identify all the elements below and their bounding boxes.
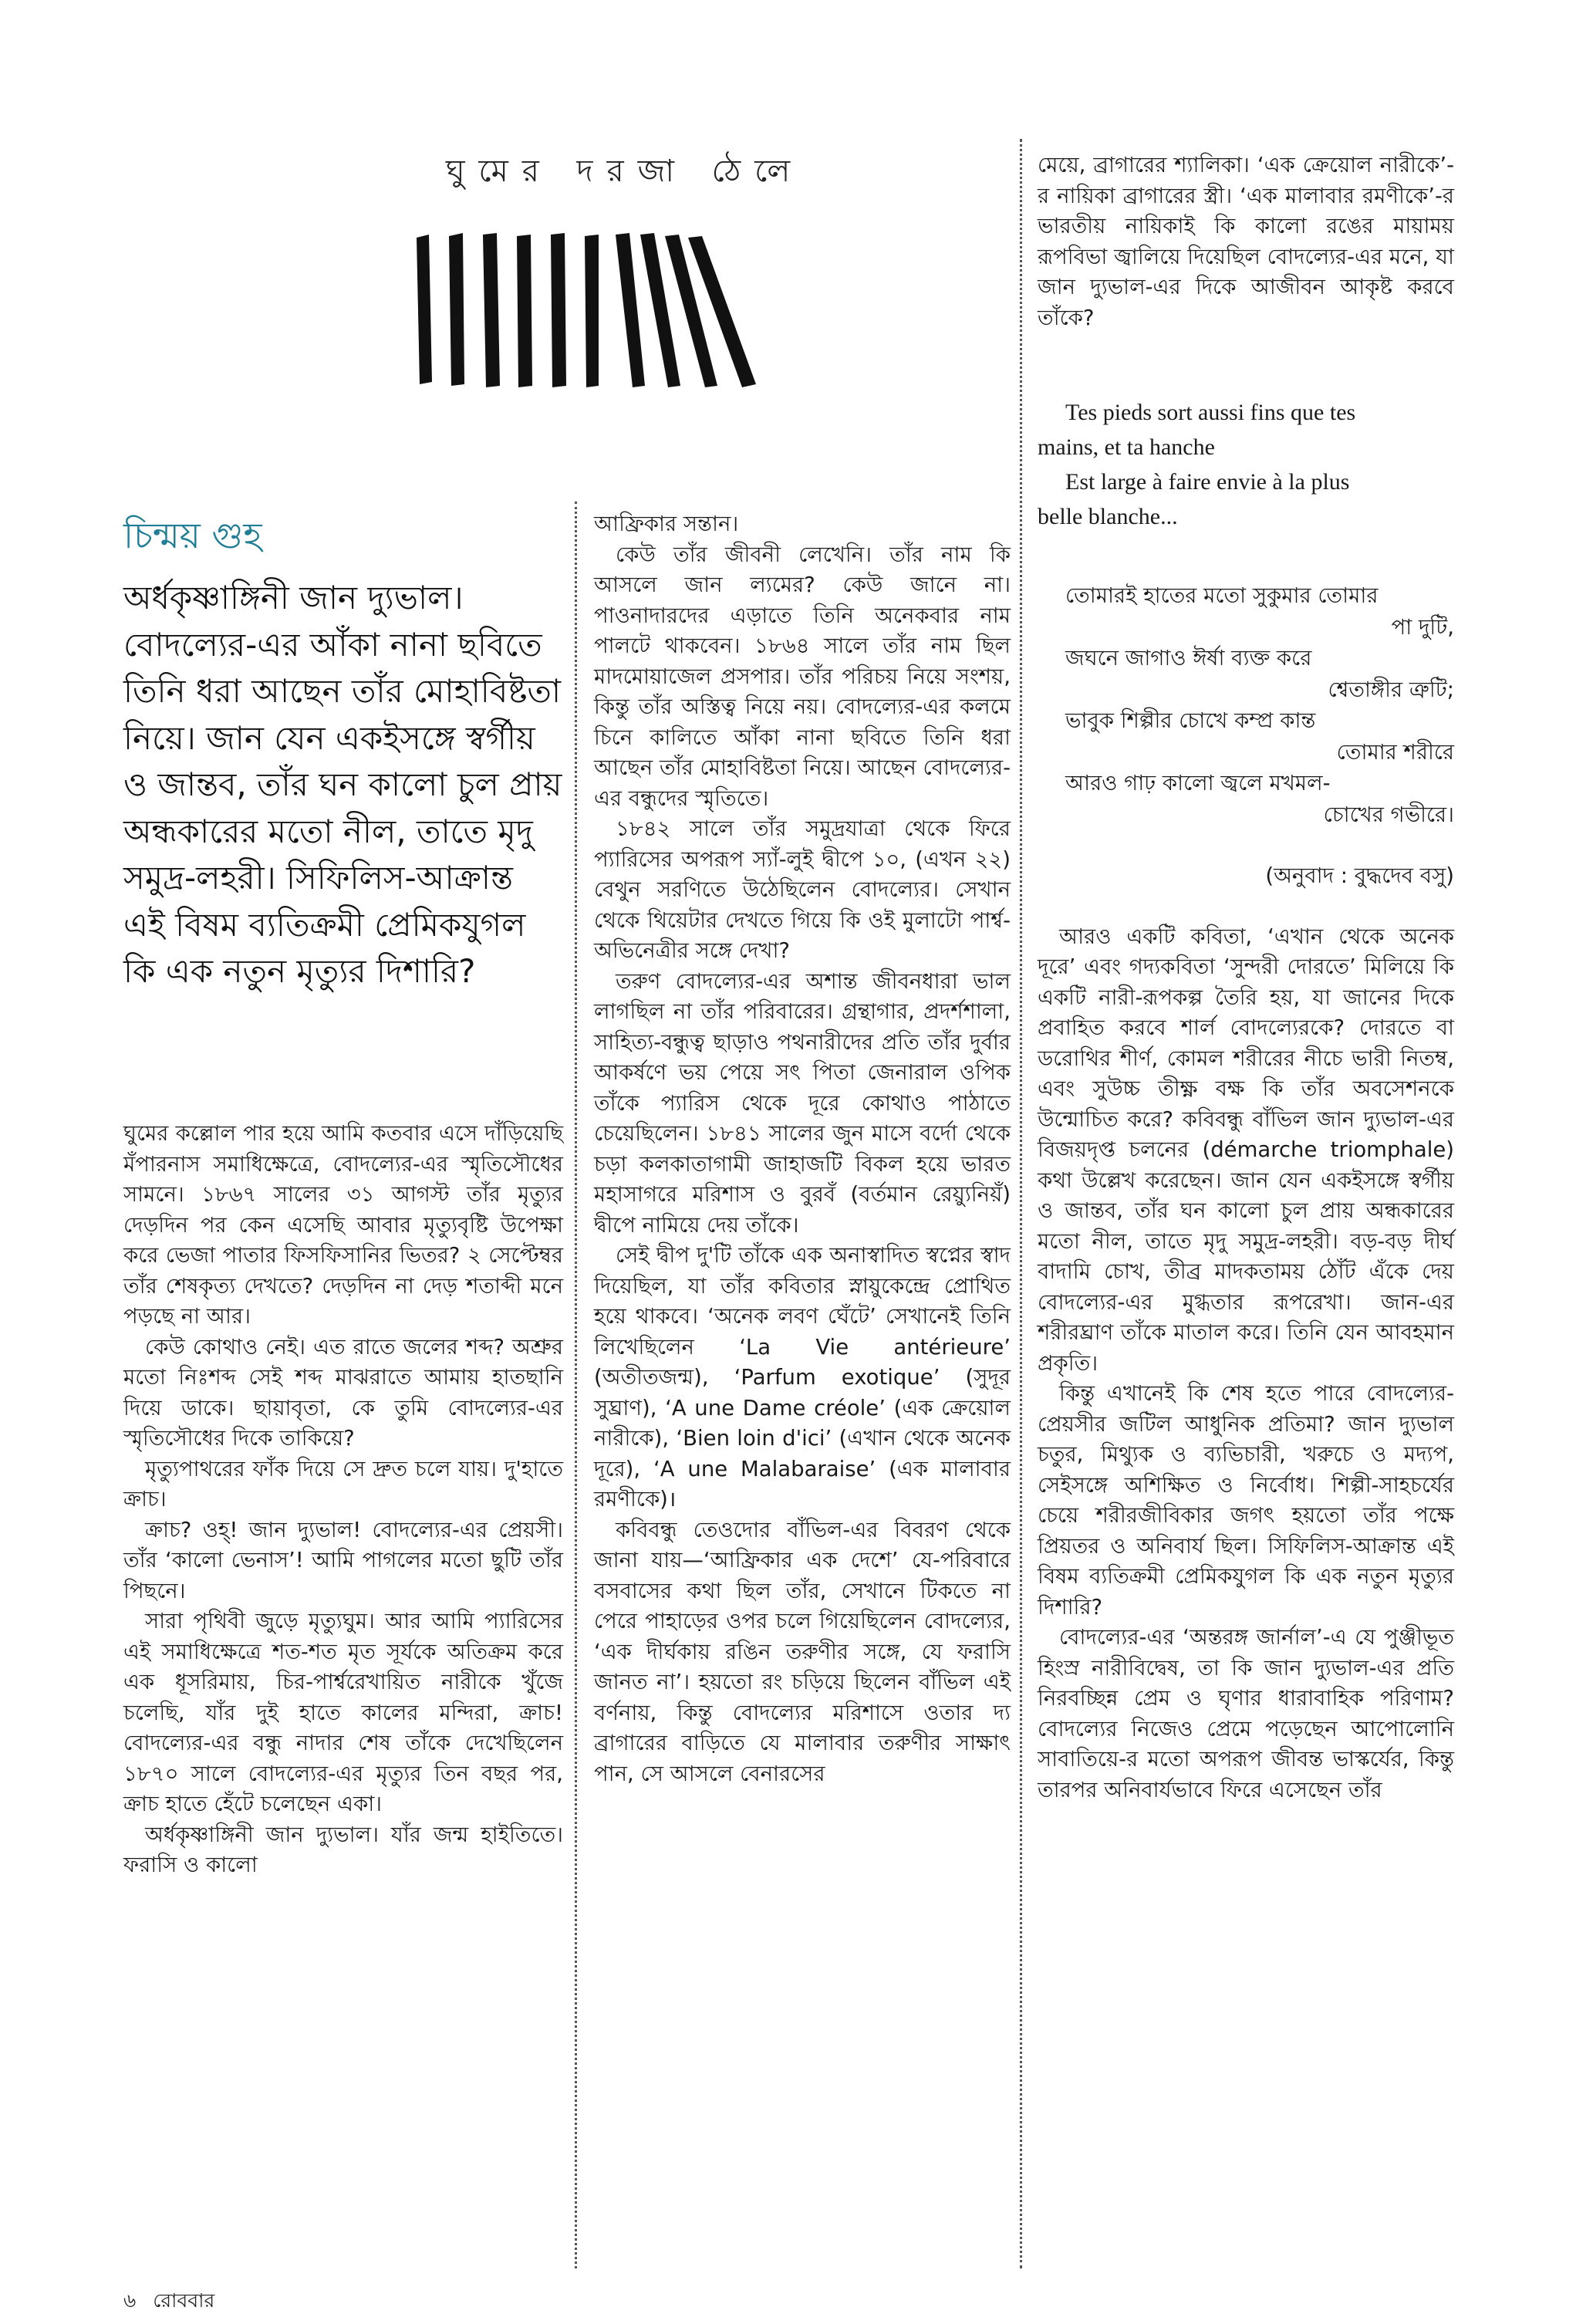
paragraph: মৃত্যুপাথরের ফাঁক দিয়ে সে দ্রুত চলে যায়। দু'হাতে ক্রাচ। — [123, 1456, 563, 1512]
paragraph: কিন্তু এখানেই কি শেষ হতে পারে বোদল্যের-প্রেয়সীর জটিল আধুনিক প্রতিমা? জান দ্যুভাল চতুর, মিথ্যুক ও ব্যভিচারী, খরুচে ও মদ্যপ, সেইসঙ্গে অশিক্ষিত ও নির্বোধ। শিল্পী-সাহচর্যের চেয়ে শরীরজীবিকার জগৎ হয়তো তাঁর পক্ষে প্রিয়তর ও অনিবার্য ছিল। সিফিলিস-আক্রান্ত এই বিষম ব্যতিক্রমী প্রেমিকযুগল কি এক নতুন মৃত্যুর দিশারি? — [1038, 1381, 1454, 1620]
paragraph: অর্ধকৃষ্ণাঙ্গিনী জান দ্যুভাল। যাঁর জন্ম হাইতিতে। ফরাসি ও কালো — [123, 1822, 563, 1877]
paragraph: কবিবন্ধু তেওদোর বাঁভিল-এর বিবরণ থেকে জানা যায়—‘আফ্রিকার এক দেশে’ যে-পরিবারে বসবাসের কথা ছিল তাঁর, সেখানে টিকতে না পেরে পাহাড়ের ওপর চলে গিয়েছিলেন বোদল্যের, ‘এক দীর্ঘকায় রঙিন তরুণীর সঙ্গে, যে ফরাসি জানত না’। হয়তো রং চড়িয়ে ছিলেন বাঁভিল এই বর্ণনায়, কিন্তু বোদল্যের মরিশাসে ওতার দ্য ব্রাগারের বাড়িতে যে মালাবার তরুণীর সাক্ষাৎ পান, সে আসলে বেনারসের — [594, 1517, 1011, 1786]
paragraph: কেউ তাঁর জীবনী লেখেনি। তাঁর নাম কি আসলে জান ল্যমের? কেউ জানে না। পাওনাদারদের এড়াতে তিনি অনেকবার নাম পালটে থাকবেন। ১৮৬৪ সালে তাঁর নাম ছিল মাদমোয়াজেল প্রসপার। তাঁর পরিচয় নিয়ে সংশয়, কিন্তু তাঁর অস্তিত্ব নিয়ে নয়। বোদল্যের-এর কলমে চিনে কালিতে আঁকা নানা ছবিতে তিনি ধরা আছেন তাঁর মোহাবিষ্টতা নিয়ে। আছেন বোদল্যের-এর বন্ধুদের স্মৃতিতে। — [594, 542, 1011, 811]
paragraph: ক্রাচ? ওহ্! জান দ্যুভাল! বোদল্যের-এর প্রেয়সী। তাঁর ‘কালো ভেনাস’! আমি পাগলের মতো ছুটি তাঁর পিছনে। — [123, 1517, 563, 1603]
article-column-1 — [123, 1119, 563, 1881]
column-divider — [575, 502, 577, 2268]
verse-line: Est large à faire envie à la plus — [1065, 469, 1350, 495]
page-footer — [123, 2285, 214, 2319]
verse-line: আরও গাঢ় কালো জ্বলে মখমল- — [1065, 771, 1331, 795]
paragraph: বোদল্যের-এর ‘অন্তরঙ্গ জার্নাল’-এ যে পুঞ্জীভূত হিংস্র নারীবিদ্বেষ, তা কি জান দ্যুভাল-এর প্রতি নিরবচ্ছিন্ন প্রেম ও ঘৃণার ধারাবাহিক পরিণাম? বোদল্যের নিজেও প্রেমে পড়েছেন আপোলোনি সাবাতিয়ে-র মতো অপরূপ জীবন্ত ভাস্কর্যের, কিন্তু তারপর অনিবার্যভাবে ফিরে এসেছেন তাঁর — [1038, 1625, 1454, 1802]
section-title: ঘুমের দরজা ঠেলে — [445, 154, 805, 189]
verse-line: শ্বেতাঙ্গীর ত্রুটি; — [1328, 677, 1454, 702]
paragraph: ঘুমের কল্লোল পার হয়ে আমি কতবার এসে দাঁড়িয়েছি মঁপারনাস সমাধিক্ষেত্রে, বোদল্যের-এর স্মৃতিসৌধের সামনে। ১৮৬৭ সালের ৩১ আগস্ট তাঁর মৃত্যুর দেড়দিন পর কেন এসেছি আবার মৃত্যুবৃষ্টি উপেক্ষা করে ভেজা পাতার ফিসফিসানির ভিতর? ২ সেপ্টেম্বর তাঁর শেষকৃত্য দেখতে? দেড়দিন না দেড় শতাব্দী মনে পড়ছে না আর। — [123, 1121, 563, 1329]
column-divider — [1020, 139, 1022, 2268]
article-column-2 — [594, 509, 1011, 1789]
verse-line: চোখের গভীরে। — [1323, 802, 1454, 827]
magazine-name: রোববার — [153, 2289, 215, 2312]
verse-line: জঘনে জাগাও ঈর্ষা ব্যক্ত করে — [1065, 646, 1312, 671]
french-verse — [1038, 395, 1454, 534]
paragraph: কেউ কোথাও নেই। এত রাতে জলের শব্দ? অশ্রুর মতো নিঃশব্দ সেই শব্দ মাঝরাতে আমায় হাতছানি দিয়ে ডাকে। ছায়াবৃতা, কে তুমি বোদল্যের-এর স্মৃতিসৌধের দিকে তাকিয়ে? — [123, 1334, 563, 1451]
translator-credit: (অনুবাদ : বুদ্ধদেব বসু) — [1265, 863, 1454, 888]
paragraph: আরও একটি কবিতা, ‘এখান থেকে অনেক দূরে’ এবং গদ্যকবিতা ‘সুন্দরী দোরতে’ মিলিয়ে কি একটি নারী-রূপকল্প তৈরি হয়, যা জানের দিকে প্রবাহিত করবে শার্ল বোদল্যেরকে? দোরতে বা ডরোথির শীর্ণ, কোমল শরীরের নীচে ভারী নিতম্ব, এবং সুউচ্চ তীক্ষ্ণ বক্ষ কি তাঁর অবসেশনকে উন্মোচিত করে? কবিবন্ধু বাঁভিল জান দ্যুভাল-এর বিজয়দৃপ্ত চলনের (démarche triomphale) কথা উল্লেখ করেছেন। জান যেন একইসঙ্গে স্বর্গীয় ও জান্তব, তাঁর ঘন কালো চুল প্রায় অন্ধকারের মতো নীল, তাতে মৃদু সমুদ্র-লহরী। বড়-বড় দীর্ঘ বাদামি চোখ, তীব্র মাদকতাময় ঠোঁট এঁকে দেয় বোদল্যের-এর মুগ্ধতার রূপরেখা। জান-এর শরীরঘ্রাণ তাঁকে মাতাল করে। তিনি যেন আবহমান প্রকৃতি। — [1038, 924, 1454, 1376]
verse-line: পা দুটি, — [1391, 614, 1454, 640]
bengali-verse — [1038, 580, 1454, 830]
author-name: চিন্ময় গুহ — [123, 515, 262, 556]
paragraph: ১৮৪২ সালে তাঁর সমুদ্রযাত্রা থেকে ফিরে প্যারিসের অপরূপ স্যাঁ-লুই দ্বীপে ১০, (এখন ২২) বেথুন সরণিতে উঠেছিলেন বোদল্যের। সেখান থেকে থিয়েটার দেখতে গিয়ে কি ওই মুলাটো পার্শ্ব-অভিনেত্রীর সঙ্গে দেখা? — [594, 816, 1011, 963]
verse-line: Tes pieds sort aussi fins que tes — [1065, 400, 1356, 425]
paragraph: সারা পৃথিবী জুড়ে মৃত্যুঘুম। আর আমি প্যারিসের এই সমাধিক্ষেত্রে শত-শত মৃত সূর্যকে অতিক্রম করে এক ধূসরিমায়, চির-পার্শ্বরেখায়িত নারীকে খুঁজে চলেছি, যাঁর দুই হাতে কালের মন্দিরা, ক্রাচ! বোদল্যের-এর বন্ধু নাদার শেষ তাঁকে দেখেছিলেন ১৮৭০ সালে বোদল্যের-এর মৃত্যুর তিন বছর পর, ক্রাচ হাতে হেঁটে চলেছেন একা। — [123, 1609, 563, 1816]
page-number: ৬ — [123, 2289, 137, 2312]
verse-line: ভাবুক শিল্পীর চোখে কম্প্র কান্ত — [1065, 708, 1316, 733]
verse-line: belle blanche... — [1038, 504, 1178, 529]
paragraph: তরুণ বোদল্যের-এর অশান্ত জীবনধারা ভাল লাগছিল না তাঁর পরিবারের। গ্রন্থাগার, প্রদর্শশালা, সাহিত্য-বন্ধুত্ব ছাড়াও পথনারীদের প্রতি তাঁর দুর্বার আকর্ষণে ভয় পেয়ে সৎ পিতা জেনারাল ওপিক তাঁকে প্যারিস থেকে দূরে কোথাও পাঠাতে চেয়েছিলেন। ১৮৪১ সালের জুন মাসে বর্দো থেকে চড়া কলকাতাগামী জাহাজটি বিকল হয়ে ভারত মহাসাগরে মরিশাস ও বুরবঁ (বর্তমান রেয়্যুনিয়ঁ) দ্বীপে নামিয়ে দেয় তাঁকে। — [594, 968, 1011, 1238]
paragraph: মেয়ে, ব্রাগারের শ্যালিকা। ‘এক ক্রেয়োল নারীকে’-র নায়িকা ব্রাগারের স্ত্রী। ‘এক মালাবার রমণীকে’-র ভারতীয় নায়িকাই কি কালো রঙের মায়াময় রূপবিভা জ্বালিয়ে দিয়েছিল বোদল্যের-এর মনে, যা জান দ্যুভাল-এর দিকে আজীবন আকৃষ্ট করবে তাঁকে? — [1038, 153, 1454, 330]
article-column-3 — [1038, 150, 1454, 1805]
standfirst: অর্ধকৃষ্ণাঙ্গিনী জান দ্যুভাল। বোদল্যের-এর আঁকা নানা ছবিতে তিনি ধরা আছেন তাঁর মোহাবিষ্টতা নিয়ে। জান যেন একইসঙ্গে স্বর্গীয় ও জান্তব, তাঁর ঘন কালো চুল প্রায় অন্ধকারের মতো নীল, তাতে মৃদু সমুদ্র-লহরী। সিফিলিস-আক্রান্ত এই বিষম ব্যতিক্রমী প্রেমিকযুগল কি এক নতুন মৃত্যুর দিশারি? — [123, 579, 562, 990]
paragraph: আফ্রিকার সন্তান। — [594, 512, 739, 536]
verse-line: তোমার শরীরে — [1336, 739, 1454, 765]
ink-stroke-bars-logo-icon — [409, 224, 771, 394]
verse-line: mains, et ta hanche — [1038, 434, 1215, 460]
verse-line: তোমারই হাতের মতো সুকুমার তোমার — [1065, 583, 1379, 608]
paragraph: সেই দ্বীপ দু'টি তাঁকে এক অনাস্বাদিত স্বপ্নের স্বাদ দিয়েছিল, যা তাঁর কবিতার স্নায়ুকেন্দ্রে প্রোথিত হয়ে থাকবে। ‘অনেক লবণ ঘেঁটে’ সেখানেই তিনি লিখেছিলেন ‘La Vie antérieure’ (অতীতজন্ম), ‘Parfum exotique’ (সুদূর সুঘ্রাণ), ‘A une Dame créole’ (এক ক্রেয়োল নারীকে), ‘Bien loin d'ici’ (এখান থেকে অনেক দূরে), ‘A une Malabaraise’ (এক মালাবার রমণীকে)। — [594, 1243, 1011, 1512]
